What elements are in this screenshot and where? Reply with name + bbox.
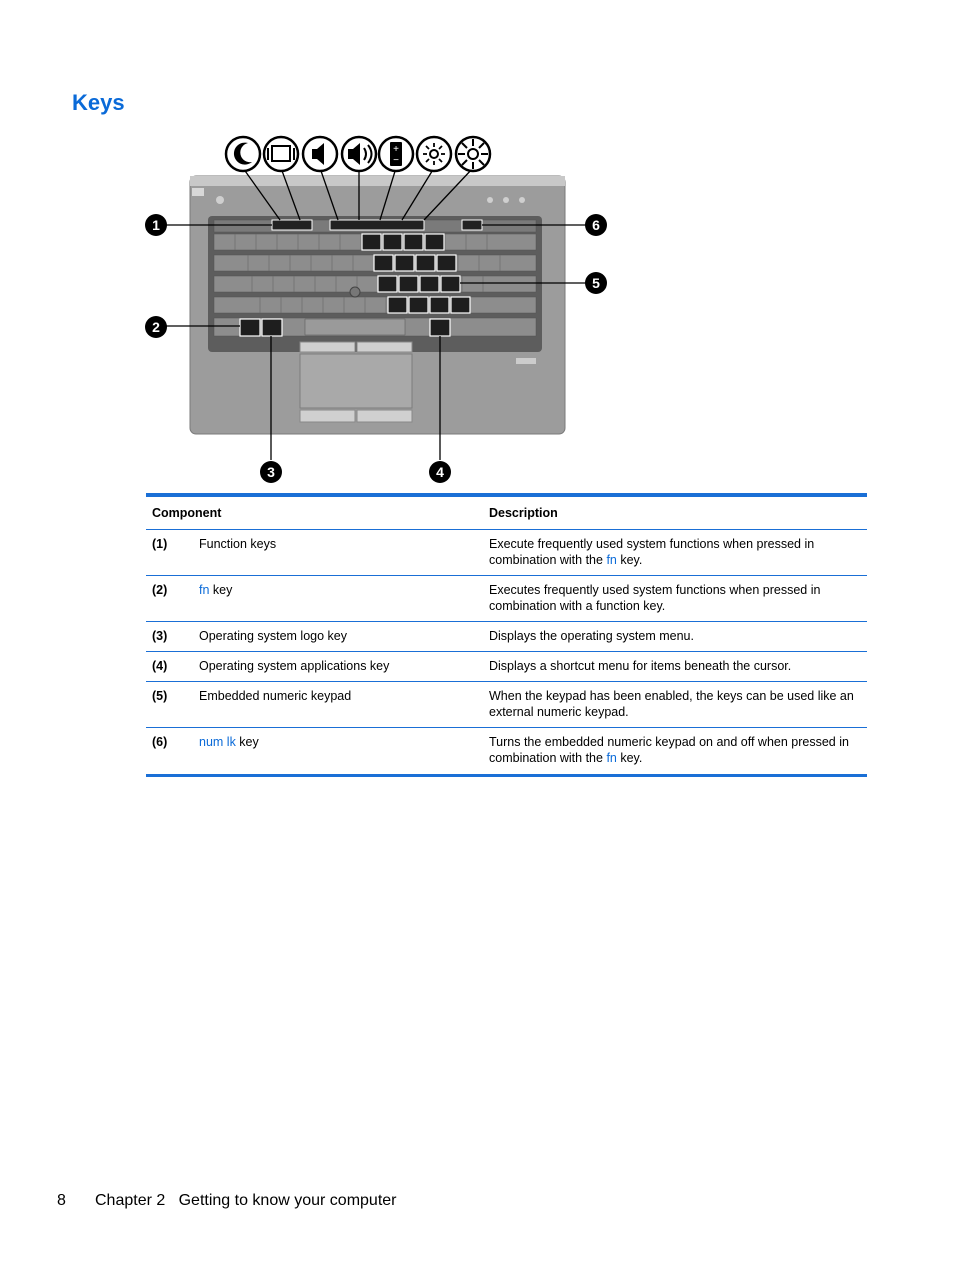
table-row bbox=[146, 530, 867, 576]
component-name: fn key bbox=[193, 576, 483, 622]
callout-6: 6 bbox=[592, 217, 600, 233]
callout-3: 3 bbox=[267, 464, 275, 480]
keyboard-illustration bbox=[140, 130, 620, 490]
table-row bbox=[146, 652, 867, 682]
page-title: Keys bbox=[72, 90, 125, 115]
table-row bbox=[146, 576, 867, 622]
sleep-icon bbox=[226, 137, 260, 171]
component-description: Executes frequently used system functions when pressed in combination with a function key. bbox=[483, 576, 867, 622]
table-row bbox=[146, 682, 867, 728]
component-description: Execute frequently used system functions when pressed in combination with the fn key. bbox=[483, 530, 867, 576]
fn-key-highlight bbox=[240, 319, 260, 336]
row-number: (5) bbox=[146, 682, 193, 728]
function-key-highlight bbox=[272, 220, 312, 230]
page-footer bbox=[57, 1192, 396, 1210]
fn-keyword: fn bbox=[606, 553, 617, 567]
row-number: (2) bbox=[146, 576, 193, 622]
num-lock-key-highlight bbox=[462, 220, 482, 230]
callout-2: 2 bbox=[152, 319, 160, 335]
callout-5: 5 bbox=[592, 275, 600, 291]
touchpad bbox=[300, 354, 412, 408]
svg-text:+: + bbox=[393, 144, 399, 155]
component-description: Displays the operating system menu. bbox=[483, 622, 867, 652]
description-header: Description bbox=[483, 495, 867, 530]
num-lk-keyword: num lk bbox=[199, 735, 236, 749]
fn-keyword: fn bbox=[199, 583, 210, 597]
page-number: 8 bbox=[57, 1192, 66, 1209]
component-description: Displays a shortcut menu for items beneath the cursor. bbox=[483, 652, 867, 682]
component-name: num lk key bbox=[199, 735, 259, 749]
table-header-row bbox=[146, 495, 867, 530]
component-header: Component bbox=[146, 495, 483, 530]
row-number: (3) bbox=[146, 622, 193, 652]
svg-text:−: − bbox=[393, 155, 399, 166]
component-name: Embedded numeric keypad bbox=[193, 682, 483, 728]
fn-keyword: fn bbox=[606, 751, 617, 765]
row-number: (1) bbox=[146, 530, 193, 576]
callout-4: 4 bbox=[436, 464, 444, 480]
component-name: Operating system applications key bbox=[193, 652, 483, 682]
display-switch-icon bbox=[264, 137, 298, 171]
table-row bbox=[146, 622, 867, 652]
row-number: (6) bbox=[152, 735, 168, 749]
chapter-title: Chapter 2 Getting to know your computer bbox=[95, 1192, 397, 1209]
apps-key-highlight bbox=[430, 319, 450, 336]
callout-1: 1 bbox=[152, 217, 160, 233]
component-description: Turns the embedded numeric keypad on and off when pressed in combination with the fn key. bbox=[489, 735, 849, 765]
component-description: When the keypad has been enabled, the keys can be used like an external numeric keypad. bbox=[483, 682, 867, 728]
component-table bbox=[146, 493, 867, 777]
component-name: Operating system logo key bbox=[193, 622, 483, 652]
brightness-down-icon bbox=[417, 137, 451, 171]
logo-key-highlight bbox=[262, 319, 282, 336]
component-name: Function keys bbox=[193, 530, 483, 576]
table-row bbox=[146, 728, 867, 776]
row-number: (4) bbox=[146, 652, 193, 682]
